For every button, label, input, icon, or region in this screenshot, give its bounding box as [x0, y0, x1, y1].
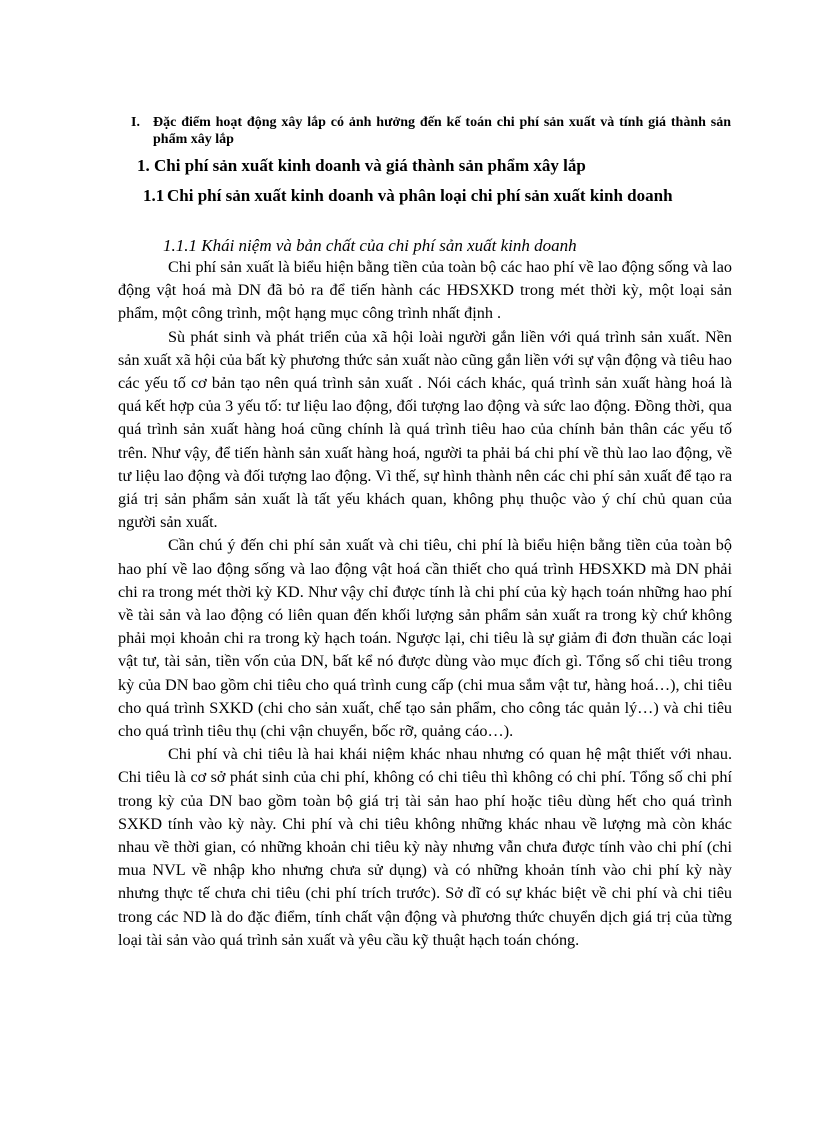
- heading-level-1: 1. Chi phí sản xuất kinh doanh và giá thành sản phẩm xây lắp: [137, 156, 586, 175]
- section-title: Đặc điểm hoạt động xây lắp có ảnh hưởng đến kế toán chi phí sản xuất và tính giá thành sản phẩm xây lắp: [153, 115, 731, 147]
- heading-level-2-number: 1.1: [143, 186, 165, 205]
- body-text: [118, 256, 732, 952]
- paragraph: Chi phí và chi tiêu là hai khái niệm khác nhau nhưng có quan hệ mật thiết với nhau. Chi tiêu là cơ sở phát sinh của chi phí, không có chi tiêu thì không có chi phí. Tổng số chi phí trong kỳ của DN bao gồm toàn bộ giá trị tài sản hao phí hoặc tiêu dùng hết cho quá trình SXKD tính vào kỳ này. Chi phí và chi tiêu không những khác nhau về lượng mà còn khác nhau về thời gian, có những khoản chi tiêu kỳ này nhưng vẫn chưa được tính vào chi phí (chi mua NVL về nhập kho nhưng chưa sử dụng) và có những khoản tính vào chi phí kỳ này nhưng thực tế chưa chi tiêu (chi phí trích trước). Sở dĩ có sự khác biệt về chi phí và chi tiêu trong các ND là do đặc điểm, tính chất vận động và phương thức chuyển dịch giá trị của từng loại tài sản vào quá trình sản xuất và yêu cầu kỹ thuật hạch toán chóng.: [118, 745, 732, 949]
- paragraph: Chi phí sản xuất là biểu hiện bằng tiền của toàn bộ các hao phí về lao động sống và lao động vật hoá mà DN đã bỏ ra để tiến hành các HĐSXKD trong mét thời kỳ, một loại sản phẩm, một công trình, một hạng mục công trình nhất định .: [118, 258, 732, 323]
- paragraph: Sù phát sinh và phát triển của xã hội loài người gắn liền với quá trình sản xuất. Nền sản xuất xã hội của bất kỳ phương thức sản xuất nào cũng gắn liền với sự vận động và tiêu hao các yếu tố cơ bản tạo nên quá trình sản xuất . Nói cách khác, quá trình sản xuất hàng hoá là quá kết hợp của 3 yếu tố: tư liệu lao động, đối tượng lao động và sức lao động. Đồng thời, qua quá trình sản xuất hàng hoá cũng chính là quá trình tiêu hao của chính bản thân các yếu tố trên. Như vậy, để tiến hành sản xuất hàng hoá, người ta phải bá chi phí về thù lao lao động, về tư liệu lao động và đối tượng lao động. Vì thế, sự hình thành nên các chi phí sản xuất để tạo ra giá trị sản phẩm sản xuất là tất yếu khách quan, không phụ thuộc vào ý chí chủ quan của người sản xuất.: [118, 327, 732, 532]
- paragraph: Cần chú ý đến chi phí sản xuất và chi tiêu, chi phí là biểu hiện bằng tiền của toàn bộ hao phí về lao động sống và lao động vật hoá cần thiết cho quá trình HĐSXKD mà DN phải chi ra trong mét thời kỳ KD. Như vậy chỉ được tính là chi phí của kỳ hạch toán những hao phí về tài sản và lao động có liên quan đến khối lượng sản phẩm sản xuất ra trong kỳ chứ không phải mọi khoản chi ra trong kỳ hạch toán. Ngược lại, chi tiêu là sự giảm đi đơn thuần các loại vật tư, tài sản, tiền vốn của DN, bất kể nó được dùng vào mục đích gì. Tổng số chi tiêu trong kỳ của DN bao gồm chi tiêu cho quá trình cung cấp (chi mua sắm vật tư, hàng hoá…), chi tiêu cho quá trình SXKD (chi cho sản xuất, chế tạo sản phẩm, cho công tác quản lý…) và chi tiêu cho quá trình tiêu thụ (chi vận chuyển, bốc rỡ, quảng cáo…).: [118, 536, 732, 741]
- section-heading-roman: [131, 114, 731, 148]
- heading-level-3: 1.1.1 Khái niệm và bản chất của chi phí sản xuất kinh doanh: [163, 236, 577, 255]
- section-number: I.: [131, 115, 140, 130]
- heading-level-2-title: Chi phí sản xuất kinh doanh và phân loại chi phí sản xuất kinh doanh: [167, 186, 673, 205]
- heading-level-2: [137, 185, 731, 207]
